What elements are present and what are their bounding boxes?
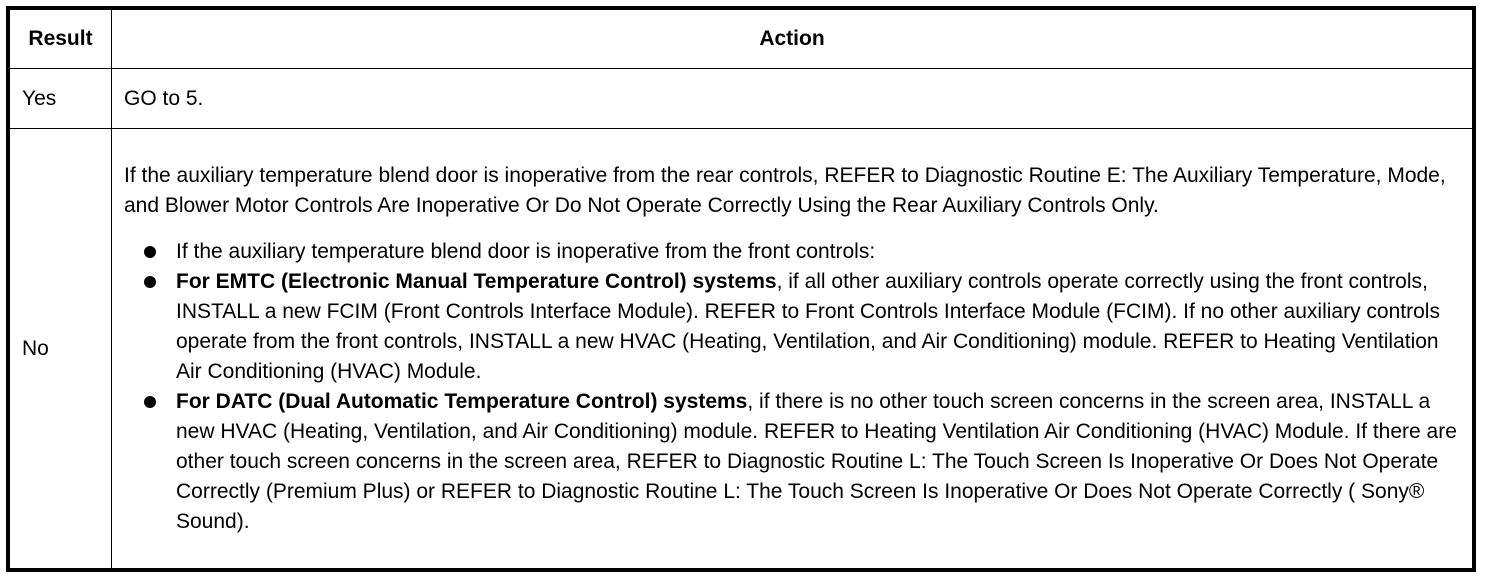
table-row — [10, 69, 1473, 129]
action-paragraph: If the auxiliary temperature blend door is inoperative from the rear controls, REFER to Diagnostic Routine E: The Auxiliary Temperature, Mode, and Blower Motor Controls Are Inoperative Or Do Not Operate Correctly Using the Rear Auxiliary Controls Only. — [124, 163, 1446, 217]
table-row — [10, 129, 1473, 569]
bullet-text: , if all other auxiliary controls operate correctly using the front controls, INSTALL a new FCIM (Front Controls Interface Module). REFER to Front Controls Interface Module (FCIM). If no other auxiliary controls operate from the front controls, INSTALL a new HVAC (Heating, Ventilation, and Air Conditioning) module. REFER to Heating Ventilation Air Conditioning (HVAC) Module. — [176, 269, 1440, 383]
header-result: Result — [10, 10, 112, 69]
result-action-table — [6, 6, 1476, 572]
list-item — [124, 387, 1460, 537]
list-item — [124, 237, 1460, 267]
bullet-dot-icon — [144, 276, 156, 288]
result-cell-yes: Yes — [10, 69, 112, 129]
bullet-text: , if there is no other touch screen concerns in the screen area, INSTALL a new HVAC (Heating, Ventilation, and Air Conditioning) module. REFER to Heating Ventilation Air Conditioning (HVAC) Module. If there are other touch screen concerns in the screen area, REFER to Diagnostic Routine L: The Touch Screen Is Inoperative Or Does Not Operate Correctly (Premium Plus) or REFER to Diagnostic Routine L: The Touch Screen Is Inoperative Or Does Not Operate Correctly ( Sony® Sound). — [176, 389, 1457, 533]
bullet-bold-lead: For DATC (Dual Automatic Temperature Control) systems — [176, 389, 748, 413]
bullet-text: If the auxiliary temperature blend door is inoperative from the front controls: — [176, 239, 876, 263]
action-cell-no — [112, 129, 1473, 569]
bullet-dot-icon — [144, 396, 156, 408]
diagnostic-table — [9, 9, 1473, 569]
bullet-dot-icon — [144, 246, 156, 258]
table-header-row — [10, 10, 1473, 69]
result-cell-no: No — [10, 129, 112, 569]
action-cell-yes: GO to 5. — [112, 69, 1473, 129]
header-action: Action — [112, 10, 1473, 69]
action-bullet-list — [124, 237, 1460, 537]
bullet-bold-lead: For EMTC (Electronic Manual Temperature Control) systems — [176, 269, 777, 293]
list-item — [124, 267, 1460, 387]
